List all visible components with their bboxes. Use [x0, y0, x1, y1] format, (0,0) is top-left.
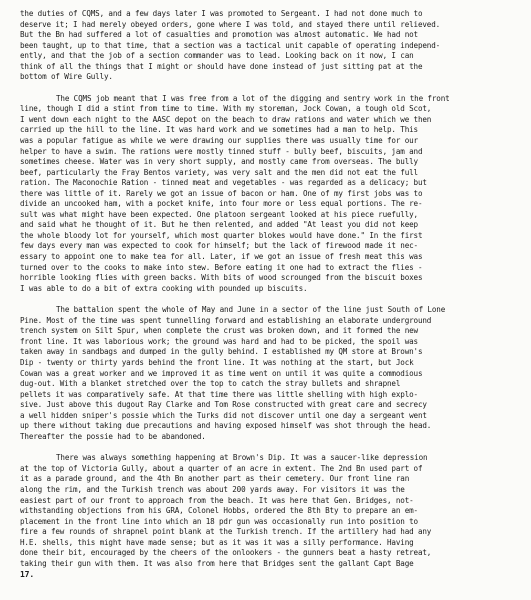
- text-line: ently, and that the job of a section commander was to lead. Looking back on it now, I can: [20, 51, 414, 61]
- text-line: Cowan was a great worker and we improved it as time went on until it was quite a commodious: [20, 368, 423, 378]
- text-line: The battalion spent the whole of May and June in a sector of the line just South of Lone: [56, 305, 446, 315]
- text-line: fire a few rounds of shrapnel point blank at the Turkish trench. If the artillery had had any: [20, 527, 432, 537]
- text-line: few days every man was expected to cook for himself; but the lack of firewood made it nec-: [20, 241, 418, 251]
- text-line: The CQMS job meant that I was free from a lot of the digging and sentry work in the front: [56, 93, 450, 103]
- text-line: There was always something happening at Brown's Dip. It was a saucer-like depression: [56, 453, 428, 463]
- text-line: at the top of Victoria Gully, about a quarter of an acre in extent. The 2nd Bn used part of: [20, 463, 423, 473]
- text-line: But the Bn had suffered a lot of casualties and promotion was almost automatic. We had not: [20, 30, 418, 40]
- text-line: sive. Just above this dugout Ray Clarke and Tom Rose constructed with great care and secrecy: [20, 400, 427, 410]
- text-line: divide an uncooked ham, with a pocket knife, into four more or less equal portions. The re-: [20, 199, 423, 209]
- text-line: Dip - twenty or thirty yards behind the front line. It was nothing at the start, but Jock: [20, 357, 414, 367]
- text-line: and said what he thought of it. But he then relented, and added "At least you did not keep: [20, 220, 418, 230]
- text-line: easiest part of our front to approach from the beach. It was here that Gen. Bridges, not-: [20, 495, 414, 505]
- text-line: withstanding objections from his GRA, Colonel Hobbs, ordered the 8th Bty to prepare an em-: [20, 506, 418, 516]
- text-line: trench system on Silt Spur, when complete the crust was broken down, and it formed the new: [20, 326, 418, 336]
- text-line: done their bit, encouraged by the cheers of the onlookers - the gunners beat a hasty retreat,: [20, 548, 432, 558]
- text-line: sometimes cheese. Water was in very short supply, and mostly came from overseas. The bully: [20, 157, 418, 167]
- text-line: was a popular fatigue as while we were drawing our supplies there was usually time for our: [20, 136, 418, 146]
- paragraph-browns-dip: [20, 453, 513, 569]
- text-line: turned over to the cooks to make into stew. Before eating it one had to extract the flies -: [20, 262, 423, 272]
- paragraph-promotion: [20, 9, 513, 83]
- text-line: the whole bloody lot for yourself, which most quarter blokes would have done." In the first: [20, 230, 423, 240]
- text-line: horrible looking flies with green backs. With bits of wood scrounged from the biscuit boxes: [20, 273, 423, 283]
- text-line: there was little of it. Rarely we got an issue of bacon or ham. One of my first jobs was to: [20, 188, 423, 198]
- text-line: ration. The Maconochie Ration - tinned meat and vegetables - was regarded as a delicacy; but: [20, 178, 427, 188]
- text-line: the duties of CQMS, and a few days later I was promoted to Sergeant. I had not done much to: [20, 9, 423, 18]
- text-line: front line. It was laborious work; the ground was hard and had to be picked, the spoil was: [20, 336, 418, 346]
- text-line: placement in the front line into which an 18 pdr gun was occasionally run into position to: [20, 516, 418, 526]
- text-line: Thereafter the possie had to be abandoned.: [20, 431, 206, 441]
- text-line: taken away in sandbags and dumped in the gully behind. I established my QM store at Brown's: [20, 347, 423, 357]
- text-line: deserve it; I had merely obeyed orders, gone where I was told, and stayed there until relieved.: [20, 19, 441, 29]
- text-line: sult was what might have been expected. One platoon sergeant looked at his piece ruefully,: [20, 209, 418, 219]
- text-line: pellets it was comparatively safe. At that time there was little shelling with high explo-: [20, 389, 418, 399]
- text-line: helper to have a swim. The rations were mostly tinned stuff - bully beef, biscuits, jam and: [20, 146, 423, 156]
- text-line: up there without taking due precautions and having exposed himself was shot through the head.: [20, 421, 432, 431]
- text-line: line, though I did a stint from time to time. With my storeman, Jock Cowan, a tough old Scot,: [20, 104, 432, 114]
- text-line: carried up the hill to the line. It was hard work and we sometimes had a man to help. This: [20, 125, 418, 135]
- text-line: taking their gun with them. It was also from here that Bridges sent the gallant Capt Bage: [20, 558, 414, 568]
- text-line: along the rim, and the Turkish trench was about 200 yards away. For visitors it was the: [20, 484, 405, 494]
- page-number: 17.: [20, 570, 34, 579]
- paragraph-cqms-job: [20, 94, 513, 294]
- text-line: think of all the things that I might or should have done instead of just sitting pat at the: [20, 61, 423, 71]
- text-line: it as a parade ground, and the 4th Bn another part as their cemetery. Our front line ran: [20, 474, 410, 484]
- text-line: I went down each night to the AASC depot on the beach to draw rations and water which we then: [20, 114, 432, 124]
- text-line: beef, particularly the Fray Bentos variety, was very salt and the men did not eat the full: [20, 167, 418, 177]
- text-line: dug-out. With a blanket stretched over the top to catch the stray bullets and shrapnel: [20, 379, 401, 389]
- text-line: Pine. Most of the time was spent tunnelling forward and establishing an elaborate underground: [20, 315, 432, 325]
- text-line: essary to appoint one to make tea for all. Later, if we got an issue of fresh meat this was: [20, 252, 423, 262]
- text-line: H.E. shells, this might have made sense; but as it was it was a silly performance. Having: [20, 537, 414, 547]
- paragraph-lone-pine: [20, 305, 513, 442]
- text-line: bottom of Wire Gully.: [20, 72, 113, 82]
- text-line: I was able to do a bit of extra cooking with pounded up biscuits.: [20, 283, 308, 293]
- text-line: a well hidden sniper's possie which the Turks did not discover until one day a sergeant went: [20, 410, 427, 420]
- text-line: been taught, up to that time, that a section was a tactical unit capable of operating independ-: [20, 40, 441, 50]
